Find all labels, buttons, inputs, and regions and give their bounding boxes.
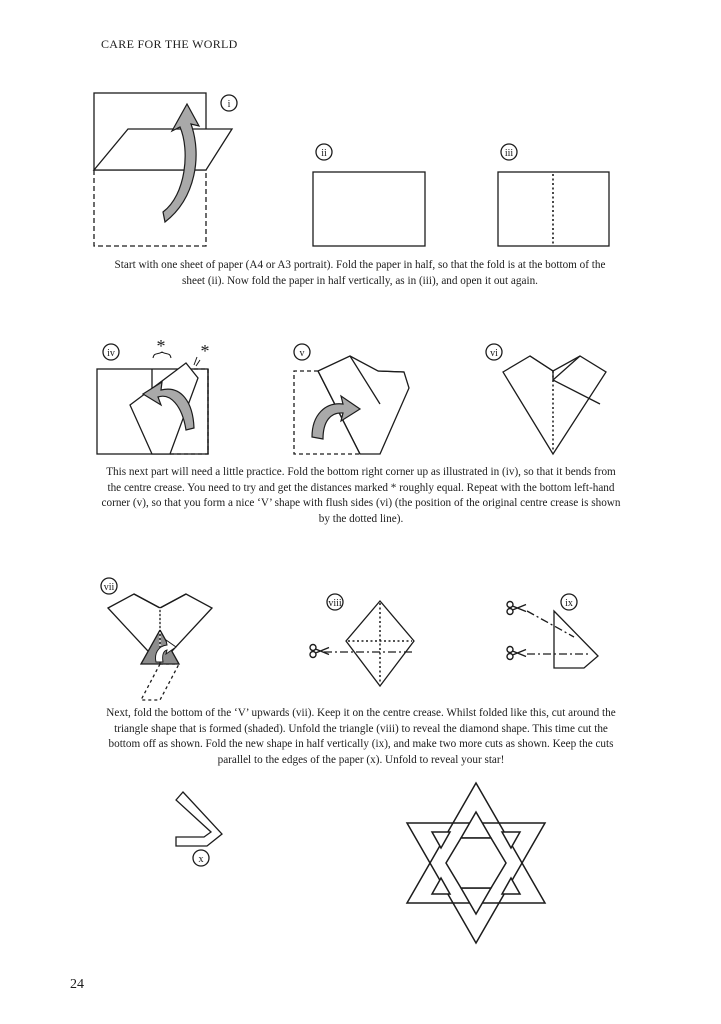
scissors-icon <box>507 647 526 660</box>
step-vii-diagram <box>108 594 212 700</box>
step-i-label: i <box>227 99 231 110</box>
step-iii-label: iii <box>504 148 514 159</box>
step-ii-label: ii <box>321 148 327 159</box>
page-number: 24 <box>70 977 84 992</box>
step-vi-label: vi <box>490 348 498 359</box>
step-viii-label: viii <box>328 598 342 609</box>
step-ix-diagram <box>527 611 598 668</box>
step-viii-diagram <box>324 601 414 686</box>
running-title: CARE FOR THE WORLD <box>101 37 238 51</box>
scissors-icon <box>507 602 526 615</box>
step-x-cut-piece <box>176 792 222 846</box>
step-iv-label: iv <box>107 348 115 359</box>
step-vi-diagram <box>503 356 606 454</box>
asterisk-mark-right: * <box>200 341 210 361</box>
step-v-diagram <box>294 356 409 454</box>
step-3-instructions: Next, fold the bottom of the ‘V’ upwards (vii). Keep it on the centre crease. Whilst folded like this, cut around the triangle shape that is formed (shaded). Unfold the triangle (viii) to reveal the diamond shape. This time cut the bottom off as shown. Fold the new shape in half vertically (ix), and make two more cuts as shown. Keep the cuts parallel to the edges of the paper (x). Unfold to reveal your star! <box>106 707 616 766</box>
asterisk-mark-left: * <box>156 336 166 356</box>
step-ii-diagram <box>313 172 425 246</box>
step-i-diagram <box>94 93 232 246</box>
step-v-label: v <box>299 348 305 359</box>
step-ix-label: ix <box>565 598 573 609</box>
step-vii-label: vii <box>103 582 115 593</box>
step-iii-diagram <box>498 172 609 246</box>
scissors-icon <box>310 645 329 658</box>
step-x-label: x <box>198 854 204 865</box>
step-1-instructions: Start with one sheet of paper (A4 or A3 portrait). Fold the paper in half, so that the fold is at the bottom of the sheet (ii). Now fold the paper in half vertically, as in (iii), and open it out again. <box>114 259 606 287</box>
step-iv-diagram <box>97 352 208 454</box>
star-of-david-icon <box>407 783 545 943</box>
step-2-instructions: This next part will need a little practice. Fold the bottom right corner up as illustrated in (iv), so that it bends from the centre crease. You need to try and get the distances marked * roughly equal. Repeat with the bottom left-hand corner (v), so that you form a nice ‘V’ shape with flush sides (vi) (the position of the original centre crease is shown by the dotted line). <box>101 466 621 525</box>
